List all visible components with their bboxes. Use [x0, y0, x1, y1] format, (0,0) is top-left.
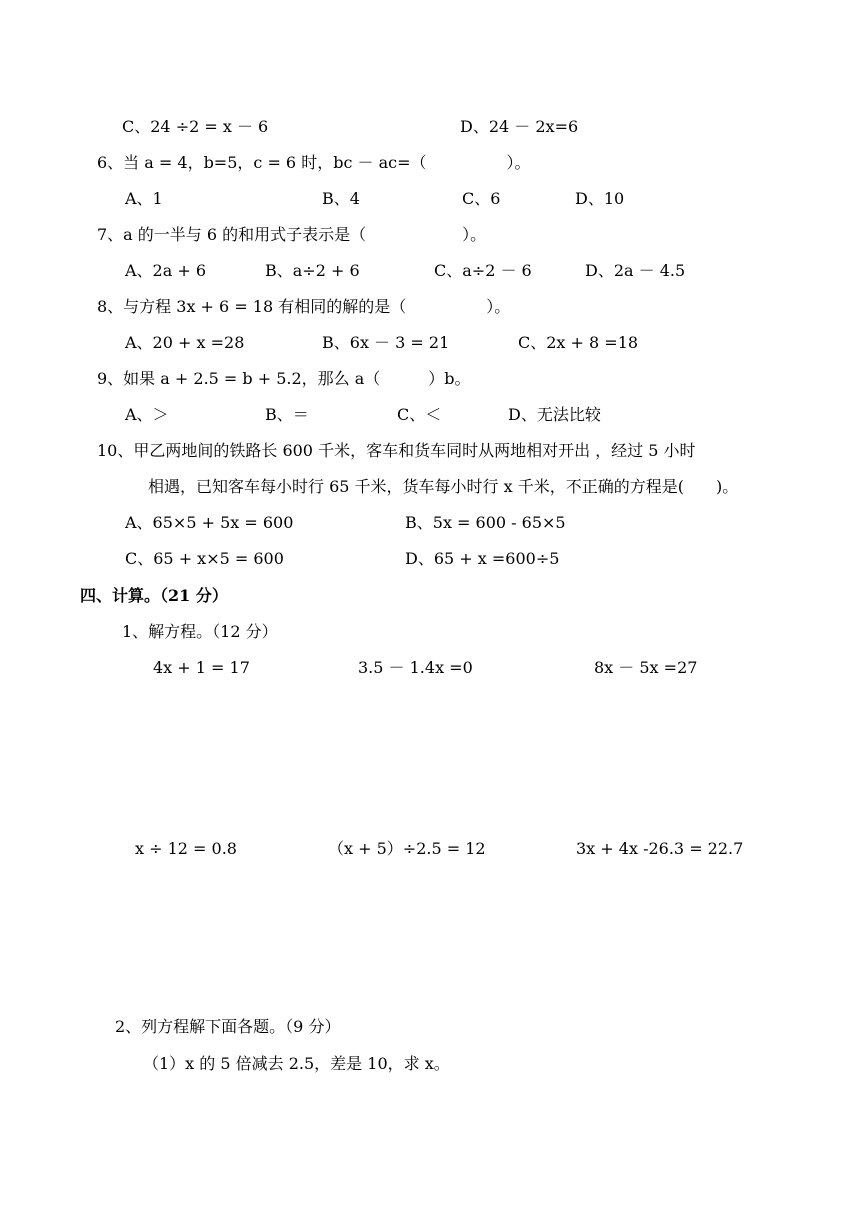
section4-heading: 四、计算。（21 分）	[80, 586, 228, 605]
q9-option-a: A、＞	[125, 405, 169, 424]
q7-stem: 7、a 的一半与 6 的和用式子表示是（ ）。	[97, 225, 487, 244]
q8-option-c: C、2x + 8 =18	[518, 333, 639, 352]
q10-option-c: C、65 + x×5 = 600	[125, 549, 284, 568]
q7-option-b: B、a÷2 + 6	[265, 261, 360, 280]
section4-part1-title: 1、解方程。（12 分）	[122, 622, 278, 641]
q9-option-b: B、＝	[265, 405, 309, 424]
q10-option-d: D、65 + x =600÷5	[405, 549, 560, 568]
q5-option-d: D、24 － 2x=6	[460, 117, 579, 136]
q9-option-c: C、＜	[397, 405, 442, 424]
equation-3: 8x － 5x =27	[594, 658, 698, 677]
q6-option-a: A、1	[125, 189, 163, 208]
q10-stem-line1: 10、甲乙两地间的铁路长 600 千米，客车和货车同时从两地相对开出 ，经过 5 小时	[97, 441, 696, 460]
q7-option-c: C、a÷2 － 6	[434, 261, 532, 280]
q10-stem-line2: 相遇，已知客车每小时行 65 千米，货车每小时行 x 千米，不正确的方程是( )。	[148, 477, 739, 496]
q5-option-c: C、24 ÷2 = x － 6	[122, 117, 269, 136]
q6-option-b: B、4	[322, 189, 360, 208]
q9-option-d: D、无法比较	[508, 405, 601, 424]
q7-option-a: A、2a + 6	[125, 261, 207, 280]
q10-option-a: A、65×5 + 5x = 600	[125, 513, 294, 532]
q6-stem: 6、当 a = 4，b=5，c = 6 时，bc － ac=（ ）。	[97, 153, 531, 172]
equation-2: 3.5 － 1.4x =0	[358, 658, 473, 677]
equation-1: 4x + 1 = 17	[153, 658, 250, 677]
section4-part2-title: 2、列方程解下面各题。（9 分）	[115, 1017, 341, 1036]
q6-option-d: D、10	[575, 189, 625, 208]
q7-option-d: D、2a － 4.5	[585, 261, 686, 280]
q6-option-c: C、6	[462, 189, 501, 208]
q8-option-b: B、6x － 3 = 21	[322, 333, 450, 352]
q8-option-a: A、20 + x =28	[125, 333, 245, 352]
equation-4: x ÷ 12 = 0.8	[135, 839, 237, 858]
equation-5: （x + 5）÷2.5 = 12	[328, 839, 486, 858]
q8-stem: 8、与方程 3x + 6 = 18 有相同的解的是（ ）。	[97, 297, 511, 316]
q9-stem: 9、如果 a + 2.5 = b + 5.2，那么 a（ ）b。	[97, 369, 471, 388]
q10-option-b: B、5x = 600 - 65×5	[405, 513, 566, 532]
section4-part2-item1: （1）x 的 5 倍减去 2.5，差是 10，求 x。	[143, 1054, 450, 1073]
equation-6: 3x + 4x -26.3 = 22.7	[576, 839, 744, 858]
